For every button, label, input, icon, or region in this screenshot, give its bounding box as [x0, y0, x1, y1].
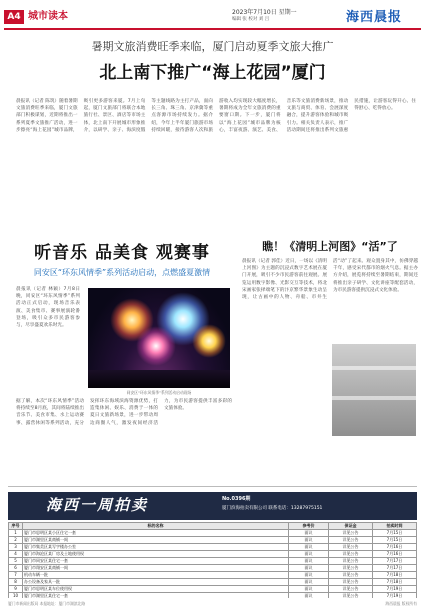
col-header: 标的名称 [23, 523, 289, 530]
table-cell: 7月19日 [373, 593, 417, 599]
right-story-body: 晨报讯（记者 郭佳）近日，一场以《清明上河图》为主题的沉浸式数字艺术展在厦门开展，吸引不少市民游客前往观展。展览运用数字影像、光影交互等技术，将北宋画家张择端笔下的汴京繁华景象生动呈现，让古画中的人物、舟船、市井生活“动”了起来。观众置身其中，仿佛穿越千年，感受宋代都市的烟火气息。据主办方介绍，展览将持续至暑期结束，期间还将推出亲子研学、文化讲座等配套活动，为市民游客提供沉浸式文化体验。 [242, 259, 418, 301]
table-cell: 面议 [289, 586, 329, 593]
lead-story-body: 晨报讯（记者 陈筑）随着暑期文旅消费旺季来临，厦门文旅部门积极谋划，近期将推出一系列夏季文旅推广活动，进一步擦亮“海上花园”城市品牌，吸引更多游客来厦。7月上旬起，厦门文旅部门将联合本地旅行社、景区、酒店等市场主体，北上南下开展城市形象推介，以研学、亲子、海滨度假等主题线路为主打产品，面向长三角、珠三角、京津冀等重点客源市场持续发力。据介绍，今年上半年厦门旅游市场持续回暖，接待游客人次和旅游收入均实现较大幅度增长，暑期将成为全年文旅消费的重要窗口期。下一步，厦门将以“海上花园”城市品牌为核心，丰富夜游、演艺、美食、音乐等文旅消费新场景，推动文旅与商贸、体育、会展深度融合，提升游客体验和城市吸引力。相关负责人表示，推广活动期间还将推出系列文旅惠民措施，让游客玩得开心、住得舒心、吃得放心。 [16, 99, 416, 133]
newspaper-logo: 海西晨报 [346, 10, 403, 25]
fireworks-photo [88, 288, 230, 388]
col-header: 拍卖时间 [373, 523, 417, 530]
table-cell: 面议 [289, 572, 329, 579]
issue-date: 2023年7月10日 星期一 [232, 9, 297, 16]
table-cell: 7月15日 [373, 537, 417, 544]
table-cell: 厦门市湖里区某商铺一间 [23, 537, 289, 544]
photo-caption: 同安区“环东风情季”系列活动启动现场 [126, 390, 192, 395]
firework-burst [136, 326, 176, 366]
table-row [9, 544, 417, 551]
header-rule [4, 28, 421, 30]
table-cell: 7 [9, 572, 23, 579]
table-row [9, 530, 417, 537]
feature-heading [14, 238, 230, 282]
table-cell: 面议 [289, 551, 329, 558]
table-cell: 面议 [289, 537, 329, 544]
table-cell: 厦门市同安区某住宅一套 [23, 558, 289, 565]
table-cell: 7月17日 [373, 558, 417, 565]
footer-right: 海西晨报 版权所有 [385, 601, 417, 606]
table-row [9, 537, 417, 544]
table-cell: 6 [9, 565, 23, 572]
table-cell: 详见公告 [329, 586, 373, 593]
editor-line: 编辑 张 校对 刘 吕 [232, 17, 270, 22]
col-header: 参考价 [289, 523, 329, 530]
table-cell: 7月19日 [373, 586, 417, 593]
table-cell: 4 [9, 551, 23, 558]
feature-body-main: 据了解，本次“环东风情季”活动将持续至8月底，其间将陆续推出音乐节、美食市集、水上运动赛事、露营休闲等系列活动，充分发挥环东海域滨海资源优势，打造集休闲、娱乐、消费于一体的夏日文旅新场景，进一步带动周边商圈人气，激发夜间经济活力，为市民游客提供丰富多彩的文旅体验。 [16, 399, 232, 426]
table-cell: 7月17日 [373, 565, 417, 572]
table-row [9, 586, 417, 593]
lead-kicker: 暑期文旅消费旺季来临，厦门启动夏季文旅大推广 [91, 40, 334, 53]
table-cell: 详见公告 [329, 551, 373, 558]
table-cell: 7月18日 [373, 579, 417, 586]
auction-contact: 厦门滨海拍卖有限公司 联系电话：13287975151 [222, 506, 323, 511]
table-row [9, 565, 417, 572]
table-cell: 9 [9, 586, 23, 593]
table-cell: 厦门市集美区某写字楼办公室 [23, 544, 289, 551]
table-cell: 详见公告 [329, 537, 373, 544]
section-name: 城市读本 [28, 11, 68, 22]
section-divider [8, 486, 417, 487]
table-cell: 面议 [289, 530, 329, 537]
right-story-title: 瞧！《清明上河图》“活”了 [262, 240, 398, 253]
footer-left: 厦门市新闻出版局 本报地址：厦门市湖滨北路 [8, 601, 86, 606]
table-row [9, 551, 417, 558]
auction-banner [8, 492, 417, 520]
table-cell: 3 [9, 544, 23, 551]
table-cell: 详见公告 [329, 572, 373, 579]
main-headline: 北上南下推广“海上花园”厦门 [99, 63, 326, 83]
col-header: 序号 [9, 523, 23, 530]
table-cell: 详见公告 [329, 558, 373, 565]
table-cell: 7月16日 [373, 551, 417, 558]
table-cell: 10 [9, 593, 23, 599]
photo-light-band [332, 366, 416, 370]
table-cell: 7月15日 [373, 530, 417, 537]
table-cell: 详见公告 [329, 544, 373, 551]
table-cell: 面议 [289, 558, 329, 565]
auction-table [8, 522, 417, 598]
table-cell: 5 [9, 558, 23, 565]
table-cell: 厦门市湖里区某住宅一套 [23, 593, 289, 599]
table-cell: 详见公告 [329, 579, 373, 586]
table-row [9, 579, 417, 586]
table-cell: 厦门市海沧区某厂房及土地使用权 [23, 551, 289, 558]
table-cell: 7月18日 [373, 572, 417, 579]
photo-light-band [332, 396, 416, 400]
table-row [9, 572, 417, 579]
exhibition-photo [332, 344, 416, 436]
auction-title: 海西一周拍卖 [46, 496, 149, 514]
table-cell: 面议 [289, 544, 329, 551]
col-header: 保证金 [329, 523, 373, 530]
table-cell: 2 [9, 537, 23, 544]
crowd-silhouette [88, 370, 230, 388]
table-cell: 办公设备及家具一批 [23, 579, 289, 586]
table-cell: 机动车辆一批 [23, 572, 289, 579]
page-number-tag: A4 [4, 10, 24, 24]
table-cell: 7月16日 [373, 544, 417, 551]
feature-subtitle: 同安区“环东风情季”系列活动启动，点燃盛夏激情 [33, 268, 211, 277]
table-cell: 厦门市翔安区某商铺一间 [23, 565, 289, 572]
table-cell: 面议 [289, 579, 329, 586]
table-row [9, 593, 417, 599]
table-cell: 面议 [289, 593, 329, 599]
feature-body-left: 晨报讯（记者 林颖）7月8日晚，同安区“环东风情季”系列活动正式启动，现场音乐表演、美食集市、赛事展演轮番登场，吸引众多市民游客参与，尽享盛夏欢乐时光。 [16, 287, 80, 329]
auction-table-body [9, 530, 417, 599]
table-row [9, 558, 417, 565]
table-cell: 详见公告 [329, 565, 373, 572]
table-cell: 详见公告 [329, 530, 373, 537]
table-cell: 厦门市思明区某车位使用权 [23, 586, 289, 593]
masthead [0, 0, 425, 30]
firework-burst [192, 324, 226, 358]
auction-table-header [9, 523, 417, 530]
table-cell: 8 [9, 579, 23, 586]
auction-issue-number: No.0396期 [222, 496, 251, 502]
auction-table-wrap [8, 522, 417, 598]
feature-title: 听音乐 品美食 观赛事 [34, 243, 210, 263]
table-cell: 面议 [289, 565, 329, 572]
table-cell: 厦门市思明区某小区住宅一套 [23, 530, 289, 537]
table-cell: 1 [9, 530, 23, 537]
table-cell: 详见公告 [329, 593, 373, 599]
